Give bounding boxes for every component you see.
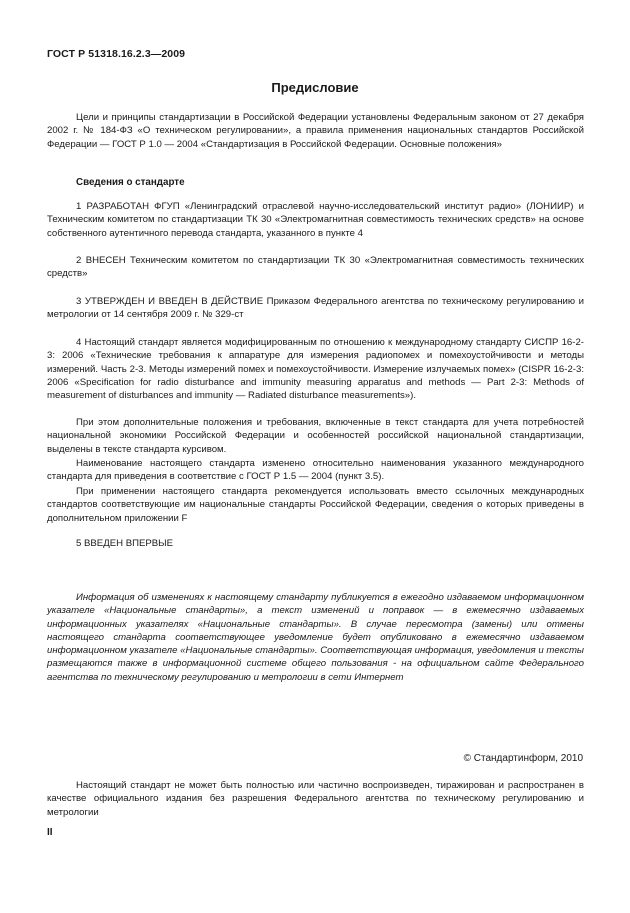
info-heading: Сведения о стандарте [76, 177, 185, 188]
reproduction-notice: Настоящий стандарт не может быть полностью или частично воспроизведен, тиражирован и распространен в качестве официального издания без разрешения Федерального агентства по техническому регулированию и метрологии [47, 780, 584, 818]
item-4-additions: При этом дополнительные положения и требования, включенные в текст стандарта для учета потребностей национальной экономики Российской Федерации и особенностей российской национальной стандартизации, выделены в тексте стандарта курсивом. [47, 417, 584, 455]
copyright: © Стандартинформ, 2010 [463, 753, 583, 764]
notice-paragraph: Информация об изменениях к настоящему стандарту публикуется в ежегодно издаваемом информационном указателе «Национальные стандарты», а текст изменений и поправок — в ежемесячно издаваемых информационных указателях «Национальные стандарты». В случае пересмотра (замены) или отмены настоящего стандарта соответствующее уведомление будет опубликовано в ежемесячно издаваемом информационном указателе «Национальные стандарты». Соответствующая информация, уведомления и тексты размещаются также в информационной системе общего пользования - на официальном сайте Федерального агентства по техническому регулированию и метрологии в сети Интернет [47, 592, 584, 683]
item-5: 5 ВВЕДЕН ВПЕРВЫЕ [76, 538, 174, 549]
intro-paragraph: Цели и принципы стандартизации в Российской Федерации установлены Федеральным законом от 27 декабря 2002 г. № 184-ФЗ «О техническом регулировании», а правила применения национальных стандартов Российской Федерации — ГОСТ Р 1.0 — 2004 «Стандартизация в Российской Федерации. Основные положения» [47, 112, 584, 150]
page-title: Предисловие [271, 80, 359, 95]
item-2: 2 ВНЕСЕН Техническим комитетом по стандартизации ТК 30 «Электромагнитная совместимость технических средств» [47, 255, 584, 280]
document-code: ГОСТ Р 51318.16.2.3—2009 [47, 48, 186, 60]
item-4-title-note: Наименование настоящего стандарта изменено относительно наименования указанного международного стандарта для приведения в соответствие с ГОСТ Р 1.5 — 2004 (пункт 3.5). [47, 458, 584, 483]
item-4-references: При применении настоящего стандарта рекомендуется использовать вместо ссылочных международных стандартов соответствующие им национальные стандарты Российской Федерации, сведения о которых приведены в дополнительном приложении F [47, 486, 584, 524]
item-1: 1 РАЗРАБОТАН ФГУП «Ленинградский отраслевой научно-исследовательский институт радио» (ЛОНИИР) и Техническим комитетом по стандартизации ТК 30 «Электромагнитная совместимость технических средств» на основе собственного аутентичного перевода стандарта, указанного в пункте 4 [47, 201, 584, 239]
item-4: 4 Настоящий стандарт является модифицированным по отношению к международному стандарту СИСПР 16-2-3: 2006 «Технические требования к аппаратуре для измерения радиопомех и помехоустойчивости и методы измерений. Часть 2-3. Методы измерений помех и помехоустойчивости. Измерение излучаемых помех» (CISPR 16-2-3: 2006 «Specification for radio disturbance and immunity measuring apparatus and methods — Part 2-3: Methods of measurement of disturbances and immunity — Radiated disturbance measurements»). [47, 337, 584, 402]
item-3: 3 УТВЕРЖДЕН И ВВЕДЕН В ДЕЙСТВИЕ Приказом Федерального агентства по техническому регулированию и метрологии от 14 сентября 2009 г. № 329-ст [47, 296, 584, 321]
page-number: II [47, 827, 53, 838]
